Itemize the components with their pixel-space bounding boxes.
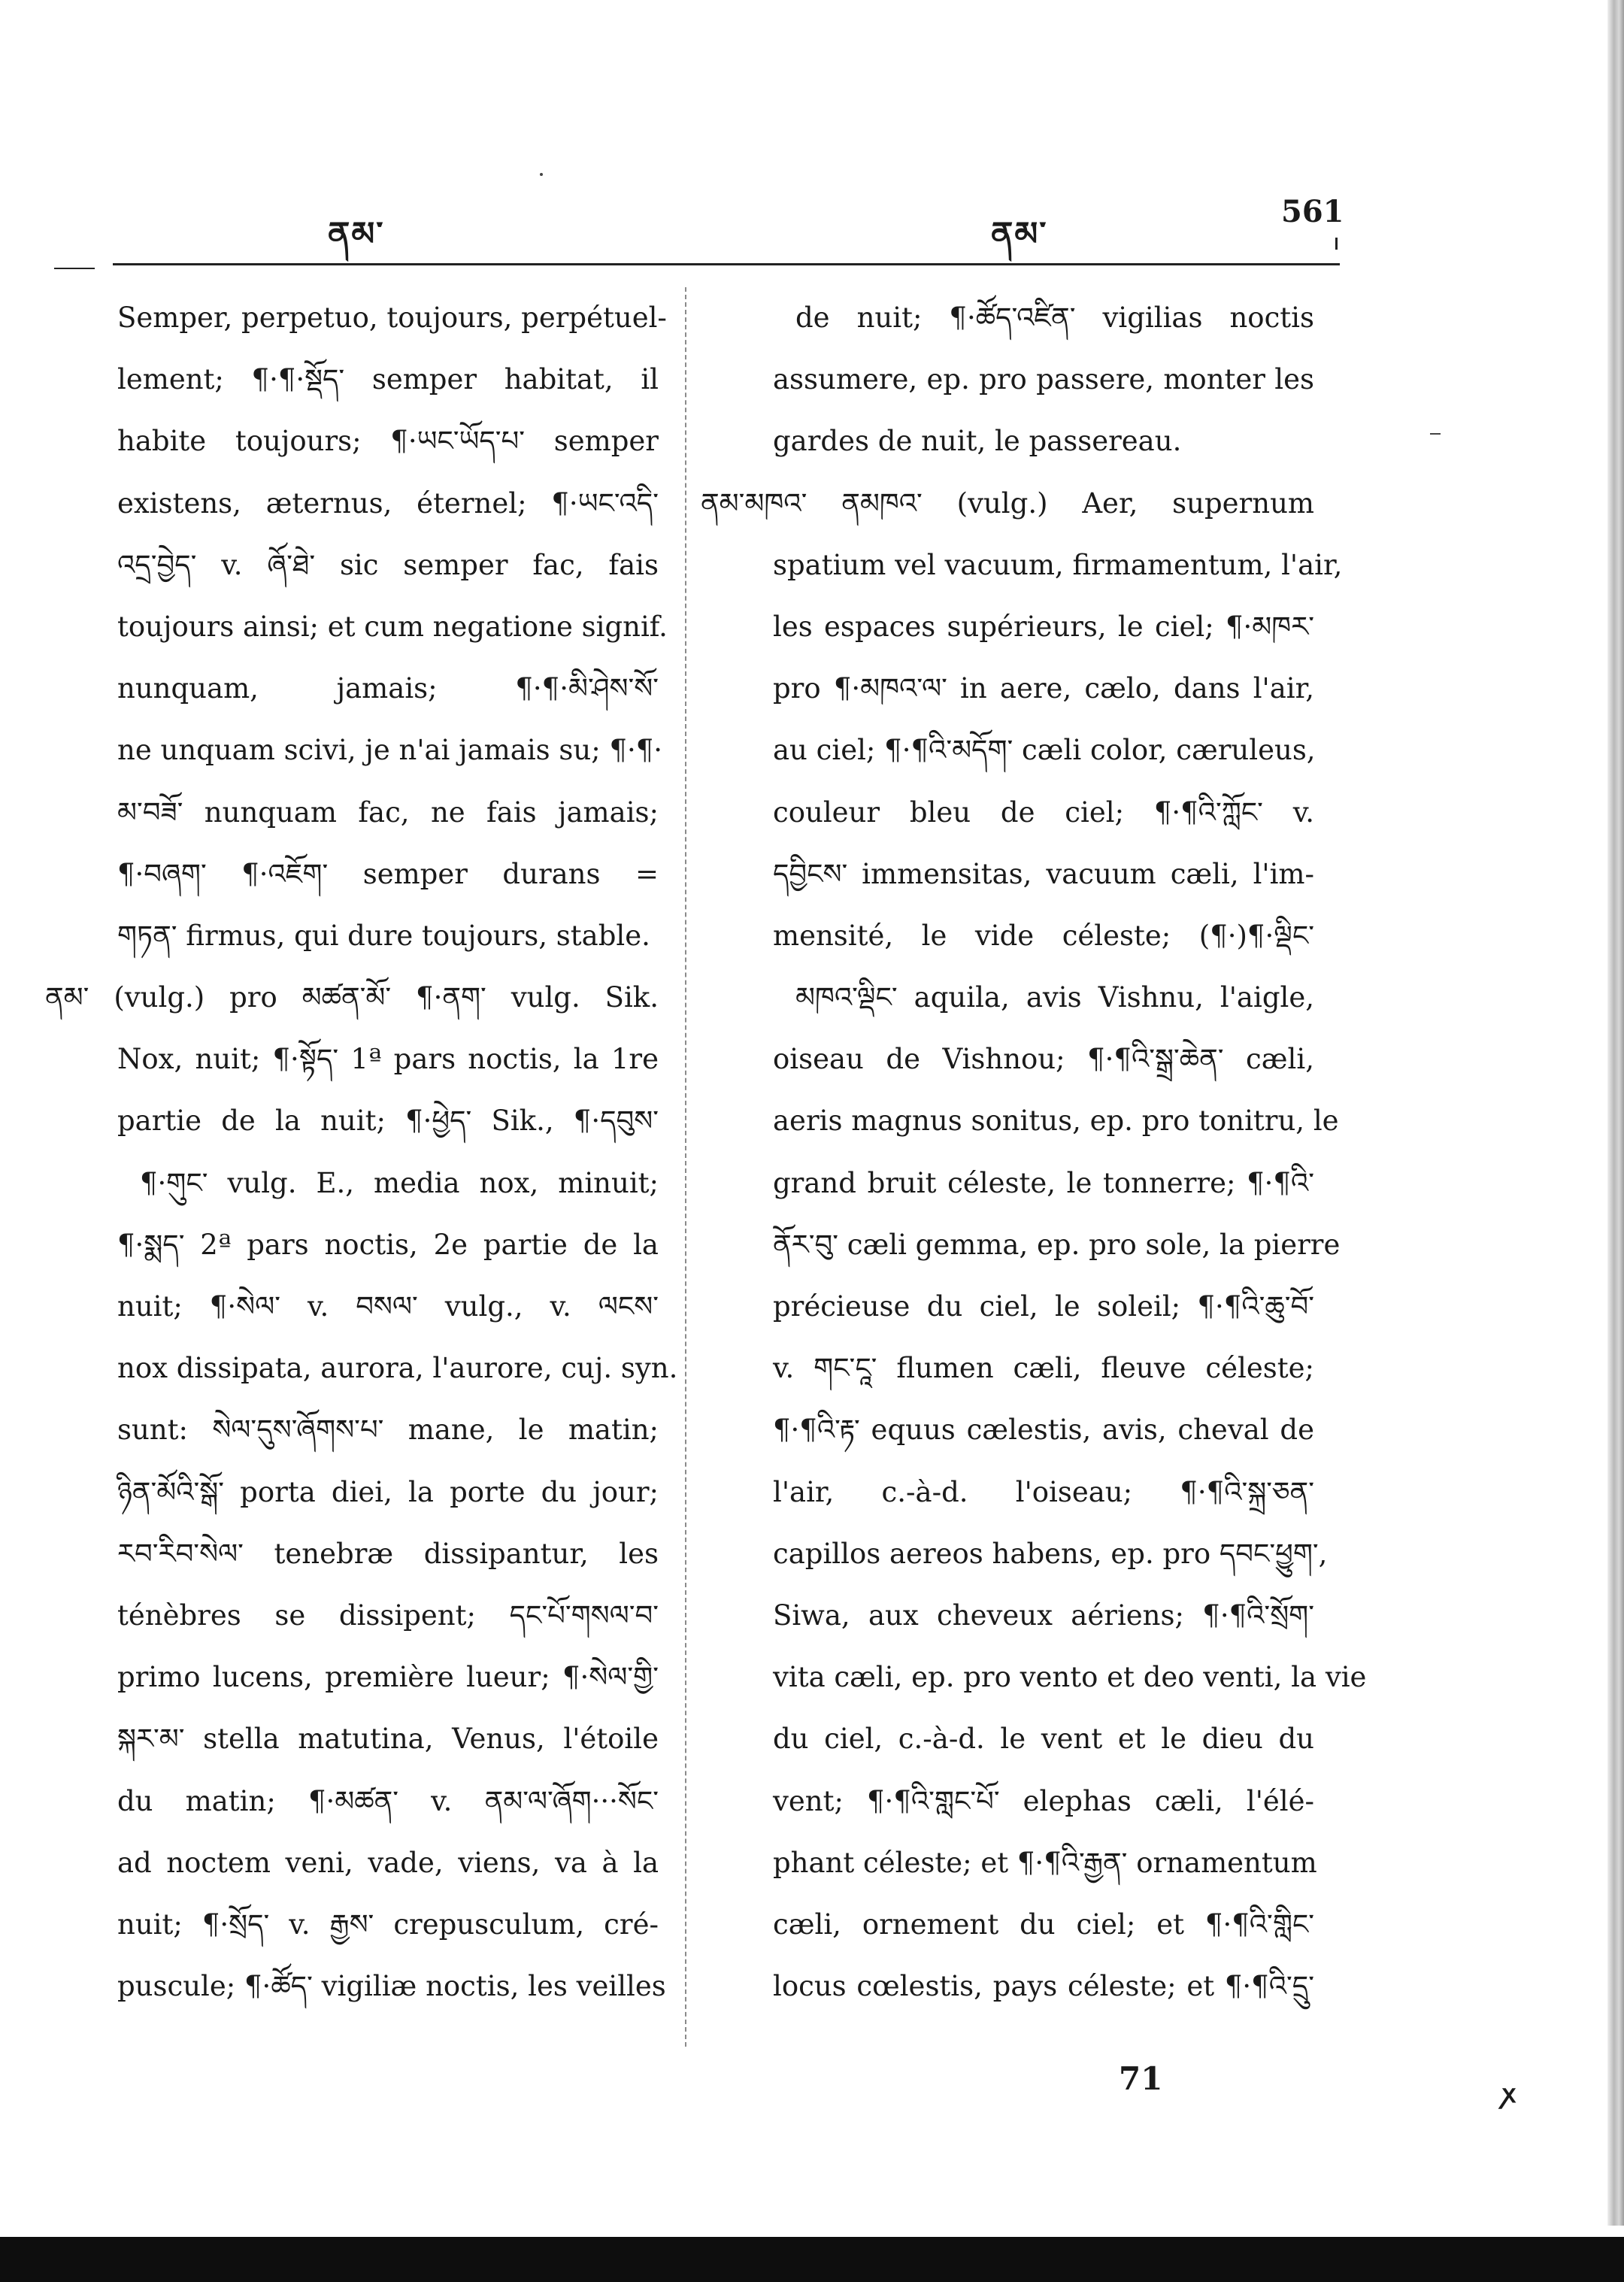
text-line: habite toujours; ¶·ཡང་ཡོད་པ་ semper [117, 425, 659, 458]
text-line: nox dissipata, aurora, l'aurore, cuj. syn. [117, 1352, 678, 1385]
text-line: vita cæli, ep. pro vento et deo venti, la vie [773, 1661, 1367, 1694]
right-column [701, 287, 1367, 2017]
text-line: pro ¶·མཁའ་ལ་ in aere, cælo, dans l'air, [773, 672, 1314, 705]
text-line: mensité, le vide céleste; (¶·)¶·ལྡིང་ [773, 919, 1314, 952]
text-line: མ་བཟོ་ nunquam fac, ne fais jamais; [117, 796, 659, 829]
text-line: ne unquam scivi, je n'ai jamais su; ¶·¶· [117, 734, 663, 767]
text-line: couleur bleu de ciel; ¶·¶འི་ཀློང་ v. [773, 796, 1314, 829]
text-line: les espaces supérieurs, le ciel; ¶·མཁར་ [773, 610, 1314, 643]
text-line: v. གང་ངཱ་ flumen cæli, fleuve céleste; [773, 1352, 1314, 1385]
entry-headword-line: ནམ་ (vulg.) pro མཚན་མོ་ ¶·ནག་ vulg. Sik. [45, 981, 659, 1014]
text-line: au ciel; ¶·¶འི་མདོག་ cæli color, cæruleus, [773, 734, 1316, 767]
text-line: ¶·¶འི་རྟ་ equus cælestis, avis, cheval de [773, 1414, 1314, 1447]
text-line: སྐར་མ་ stella matutina, Venus, l'étoile [117, 1723, 659, 1756]
text-line: du matin; ¶·མཚན་ v. ནམ་ལ་ཞོག···སོང་ [117, 1784, 659, 1817]
running-head-right: ནམ་ [991, 215, 1048, 253]
text-line: nuit; ¶·སེལ་ v. བསལ་ vulg., v. ལངས་ [117, 1290, 659, 1323]
text-line: assumere, ep. pro passere, monter les [773, 363, 1314, 396]
text-line: de nuit; ¶·ཚོད་འཛིན་ vigilias noctis [795, 302, 1314, 334]
text-line: ¶·བཞག་ ¶·འཇོག་ semper durans = [117, 857, 659, 890]
text-line: lement; ¶·¶·སྡོད་ semper habitat, il [117, 363, 659, 396]
scan-bottom-bar [0, 2237, 1624, 2282]
margin-tick [1430, 433, 1441, 435]
text-line: Semper, perpetuo, toujours, perpétuel- [117, 302, 667, 334]
text-line: vent; ¶·¶འི་གླང་པོ་ elephas cæli, l'élé- [773, 1784, 1314, 1817]
page-signature-number: 71 [1119, 2060, 1163, 2097]
text-line: འདྲ་བྱེད་ v. ཞོ་ཐེ་ sic semper fac, fais [117, 548, 659, 581]
header-rule [113, 263, 1340, 265]
text-line: Siwa, aux cheveux aériens; ¶·¶འི་སྲོག་ [773, 1599, 1314, 1632]
entry-headword-line: ནམ་མཁའ་ ནམཁའ་ (vulg.) Aer, supernum [701, 486, 1314, 520]
text-line: grand bruit céleste, le tonnerre; ¶·¶འི་ [773, 1166, 1314, 1199]
text-line: capillos aereos habens, ep. pro དབང་ཕྱུག་, [773, 1537, 1328, 1570]
text-line: མཁའ་ལྡིང་ aquila, avis Vishnu, l'aigle, [795, 981, 1314, 1014]
text-line: toujours ainsi; et cum negatione signif. [117, 610, 668, 643]
text-line: རབ་རིབ་སེལ་ tenebræ dissipantur, les [117, 1537, 659, 1570]
text-line: puscule; ¶·ཚོད་ vigiliæ noctis, les veilles [117, 1970, 666, 2003]
stray-dot [540, 173, 543, 176]
text-line: phant céleste; et ¶·¶འི་རྒྱན་ ornamentum [773, 1846, 1317, 1879]
header-tick [1335, 238, 1338, 250]
text-line: ཉིན་མོའི་སྒོ་ porta diei, la porte du jour; [117, 1475, 659, 1508]
text-line: ténèbres se dissipent; དང་པོ་གསལ་བ་ [117, 1599, 659, 1632]
text-line: l'air, c.-à-d. l'oiseau; ¶·¶འི་སྐྲ་ཅན་ [773, 1475, 1314, 1508]
text-line: partie de la nuit; ¶·ཕྱེད་ Sik., ¶·དབུས་ [117, 1105, 659, 1138]
text-line: ¶·སྨད་ 2ª pars noctis, 2e partie de la [117, 1228, 659, 1261]
text-line: ནོར་བུ་ cæli gemma, ep. pro sole, la pierre [773, 1228, 1341, 1261]
running-head-left: ནམ་ [328, 215, 385, 253]
text-line: primo lucens, première lueur; ¶·སེལ་གྱི་ [117, 1661, 659, 1694]
text-line: cæli, ornement du ciel; et ¶·¶འི་གླིང་ [773, 1908, 1314, 1941]
text-line: spatium vel vacuum, firmamentum, l'air, [773, 548, 1343, 581]
text-line: existens, æternus, éternel; ¶·ཡང་འདི་ [117, 486, 659, 520]
left-column [45, 287, 678, 2017]
text-line: précieuse du ciel, le soleil; ¶·¶འི་ཆུ་བོ་ [773, 1290, 1314, 1323]
text-line: ad noctem veni, vade, viens, va à la [117, 1846, 659, 1879]
text-line: gardes de nuit, le passereau. [773, 425, 1182, 458]
page-number-top: 561 [1281, 194, 1344, 229]
text-line: locus cœlestis, pays céleste; et ¶·¶འི་དྲུ་ [773, 1970, 1314, 2003]
text-line: du ciel, c.-à-d. le vent et le dieu du [773, 1723, 1314, 1756]
text-line: nunquam, jamais; ¶·¶·མི་ཤེས་སོ་ [117, 672, 659, 705]
text-line: Nox, nuit; ¶·སྟོད་ 1ª pars noctis, la 1re [117, 1043, 659, 1076]
page-edge-shadow [1607, 0, 1624, 2226]
text-line: གཏན་ firmus, qui dure toujours, stable. [117, 919, 650, 952]
column-divider [685, 287, 686, 2047]
text-line: sunt: སེལ་དུས་ཞོགས་པ་ mane, le matin; [117, 1414, 659, 1447]
text-line: དབྱིངས་ immensitas, vacuum cæli, l'im- [773, 857, 1314, 890]
margin-mark: ꭗ [1502, 2079, 1516, 2109]
text-line: aeris magnus sonitus, ep. pro tonitru, le [773, 1105, 1339, 1138]
text-line: oiseau de Vishnou; ¶·¶འི་སྒྲ་ཆེན་ cæli, [773, 1043, 1314, 1076]
rule-dash [54, 268, 95, 269]
text-line: nuit; ¶·སྲོད་ v. རྒྱས་ crepusculum, cré- [117, 1908, 659, 1941]
text-line: ¶·གུང་ vulg. E., media nox, minuit; [140, 1166, 659, 1199]
